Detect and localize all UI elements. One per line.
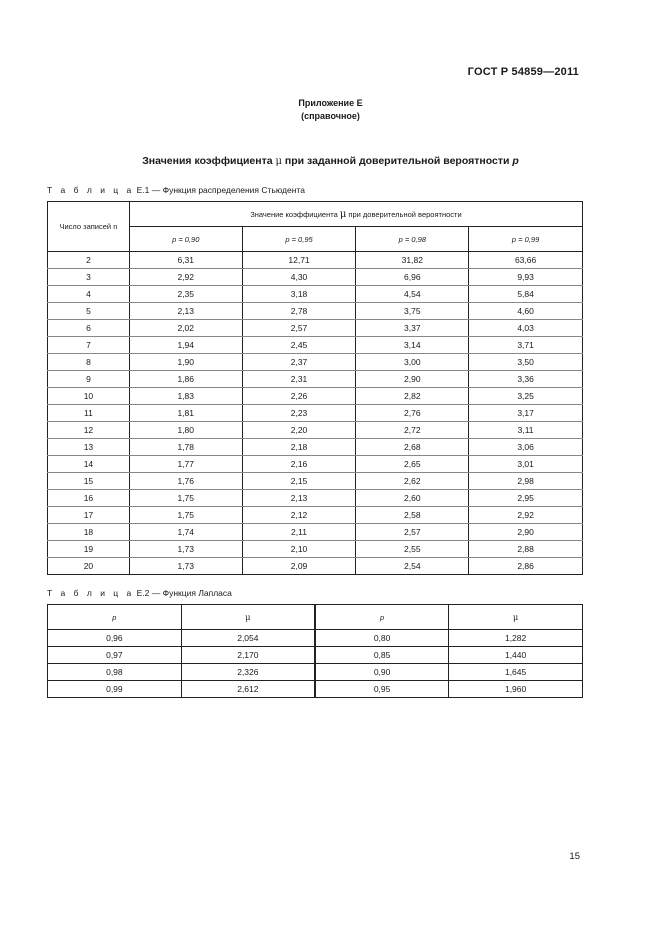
coefficient-cell: 3,50 [469, 354, 583, 371]
probability-cell: 0,85 [315, 647, 449, 664]
coefficient-cell: 1,80 [129, 422, 242, 439]
table-row [48, 490, 583, 507]
table-row [48, 252, 583, 269]
table1-caption-prefix: Т а б л и ц а [47, 185, 135, 195]
coefficient-cell: 3,36 [469, 371, 583, 388]
coefficient-cell: 2,72 [356, 422, 469, 439]
coefficient-cell: 3,75 [356, 303, 469, 320]
table-row [48, 354, 583, 371]
records-count-cell: 12 [48, 422, 130, 439]
coefficient-cell: 2,60 [356, 490, 469, 507]
mu-value-cell: 2,326 [181, 664, 315, 681]
coefficient-cell: 3,25 [469, 388, 583, 405]
coefficient-cell: 2,82 [356, 388, 469, 405]
table-row [48, 388, 583, 405]
probability-cell: 0,97 [48, 647, 182, 664]
records-count-header: Число записей n [48, 202, 130, 252]
records-count-cell: 3 [48, 269, 130, 286]
records-count-cell: 8 [48, 354, 130, 371]
heading-text-before: Значения коэффициента [142, 155, 276, 167]
coefficient-cell: 9,93 [469, 269, 583, 286]
coefficient-cell: 2,15 [242, 473, 356, 490]
records-count-cell: 17 [48, 507, 130, 524]
laplace-mu-header: μ [449, 605, 583, 630]
probability-cell: 0,99 [48, 681, 182, 698]
records-count-cell: 5 [48, 303, 130, 320]
coefficient-cell: 2,57 [356, 524, 469, 541]
coefficient-cell: 2,09 [242, 558, 356, 575]
table-row [48, 558, 583, 575]
mu-value-cell: 2,612 [181, 681, 315, 698]
laplace-mu-header: μ [181, 605, 315, 630]
table-row [48, 439, 583, 456]
probability-cell: 0,98 [48, 664, 182, 681]
records-count-cell: 2 [48, 252, 130, 269]
coefficient-cell: 2,95 [469, 490, 583, 507]
coefficient-cell: 4,60 [469, 303, 583, 320]
table1-caption [47, 185, 305, 195]
table-row [48, 371, 583, 388]
heading-p-symbol: p [512, 155, 519, 167]
coefficient-cell: 2,18 [242, 439, 356, 456]
coefficient-cell: 3,14 [356, 337, 469, 354]
coefficient-cell: 3,18 [242, 286, 356, 303]
coefficient-cell: 2,31 [242, 371, 356, 388]
table-row [48, 507, 583, 524]
records-count-cell: 18 [48, 524, 130, 541]
coefficient-cell: 3,37 [356, 320, 469, 337]
coefficient-cell: 3,00 [356, 354, 469, 371]
coefficient-cell: 31,82 [356, 252, 469, 269]
probability-cell: 0,90 [315, 664, 449, 681]
coefficient-cell: 1,73 [129, 558, 242, 575]
appendix-title: Приложение Е [298, 98, 363, 108]
probability-cell: 0,80 [315, 630, 449, 647]
coefficient-cell: 2,78 [242, 303, 356, 320]
coefficient-cell: 3,71 [469, 337, 583, 354]
coefficient-cell: 1,86 [129, 371, 242, 388]
table2-caption [47, 588, 232, 598]
mu-value-cell: 2,054 [181, 630, 315, 647]
coefficient-cell: 3,17 [469, 405, 583, 422]
appendix-label [0, 97, 661, 123]
table-row [48, 456, 583, 473]
coefficient-cell: 1,76 [129, 473, 242, 490]
coefficient-cell: 2,86 [469, 558, 583, 575]
coefficient-cell: 2,16 [242, 456, 356, 473]
table-row [48, 405, 583, 422]
coefficient-cell: 2,92 [129, 269, 242, 286]
coefficient-cell: 2,92 [469, 507, 583, 524]
coefficient-cell: 2,55 [356, 541, 469, 558]
section-heading [0, 155, 661, 167]
table-row [48, 541, 583, 558]
coefficient-cell: 1,78 [129, 439, 242, 456]
records-count-cell: 19 [48, 541, 130, 558]
coefficient-cell: 2,58 [356, 507, 469, 524]
coefficient-cell: 2,37 [242, 354, 356, 371]
coefficient-cell: 2,68 [356, 439, 469, 456]
coefficient-cell: 2,90 [356, 371, 469, 388]
records-count-cell: 9 [48, 371, 130, 388]
coefficient-cell: 2,10 [242, 541, 356, 558]
coefficient-cell: 2,12 [242, 507, 356, 524]
table-row [48, 647, 583, 664]
mu-value-cell: 1,440 [449, 647, 583, 664]
coefficient-cell: 2,88 [469, 541, 583, 558]
table-row [48, 630, 583, 647]
records-count-cell: 10 [48, 388, 130, 405]
table2-caption-text: Е.2 — Функция Лапласа [134, 588, 232, 598]
records-count-cell: 16 [48, 490, 130, 507]
records-count-cell: 20 [48, 558, 130, 575]
table-row [48, 422, 583, 439]
coefficient-cell: 2,45 [242, 337, 356, 354]
appendix-subtitle: (справочное) [301, 111, 360, 121]
table-row [48, 473, 583, 490]
table-row [48, 303, 583, 320]
document-code: ГОСТ Р 54859—2011 [467, 66, 579, 78]
coefficient-cell: 4,30 [242, 269, 356, 286]
laplace-function-table [47, 604, 583, 698]
coefficient-cell: 63,66 [469, 252, 583, 269]
coefficient-cell: 1,77 [129, 456, 242, 473]
heading-mu-symbol: μ [275, 156, 282, 167]
table-row [48, 337, 583, 354]
coefficient-cell: 1,94 [129, 337, 242, 354]
coefficient-cell: 2,35 [129, 286, 242, 303]
table-row [48, 664, 583, 681]
coefficient-cell: 6,96 [356, 269, 469, 286]
coefficient-cell: 2,26 [242, 388, 356, 405]
table-row [48, 524, 583, 541]
coefficient-cell: 2,54 [356, 558, 469, 575]
laplace-p-header: p [48, 605, 182, 630]
records-count-cell: 15 [48, 473, 130, 490]
records-count-cell: 14 [48, 456, 130, 473]
table-row [48, 681, 583, 698]
mu-value-cell: 1,645 [449, 664, 583, 681]
coefficient-cell: 12,71 [242, 252, 356, 269]
probability-cell: 0,95 [315, 681, 449, 698]
table-row [48, 286, 583, 303]
coefficient-cell: 6,31 [129, 252, 242, 269]
group-header-mu-symbol: μ [339, 208, 347, 220]
heading-text-middle: при заданной доверительной вероятности [282, 155, 513, 167]
coefficient-cell: 2,20 [242, 422, 356, 439]
coefficient-cell: 2,98 [469, 473, 583, 490]
group-header-text-after: при доверительной вероятности [346, 209, 462, 219]
table2-caption-prefix: Т а б л и ц а [47, 588, 135, 598]
coefficient-cell: 2,23 [242, 405, 356, 422]
laplace-table-body [48, 630, 583, 698]
coefficient-cell: 3,01 [469, 456, 583, 473]
coefficient-cell: 3,06 [469, 439, 583, 456]
probability-header: p = 0,98 [356, 227, 469, 252]
coefficient-cell: 1,75 [129, 507, 242, 524]
coefficient-cell: 1,75 [129, 490, 242, 507]
records-count-cell: 4 [48, 286, 130, 303]
laplace-p-header: p [315, 605, 449, 630]
coefficient-cell: 2,90 [469, 524, 583, 541]
coefficient-cell: 1,90 [129, 354, 242, 371]
records-count-cell: 11 [48, 405, 130, 422]
table-row [48, 269, 583, 286]
mu-value-cell: 2,170 [181, 647, 315, 664]
coefficient-cell: 2,62 [356, 473, 469, 490]
coefficient-cell: 1,83 [129, 388, 242, 405]
coefficient-cell: 2,76 [356, 405, 469, 422]
coefficient-cell: 2,13 [129, 303, 242, 320]
coefficient-cell: 1,74 [129, 524, 242, 541]
page-number: 15 [569, 851, 580, 862]
coefficient-cell: 2,65 [356, 456, 469, 473]
table-row [48, 320, 583, 337]
coefficient-cell: 2,57 [242, 320, 356, 337]
probability-cell: 0,96 [48, 630, 182, 647]
coefficient-cell: 2,02 [129, 320, 242, 337]
records-count-cell: 7 [48, 337, 130, 354]
probability-header: p = 0,90 [129, 227, 242, 252]
coefficient-cell: 2,11 [242, 524, 356, 541]
student-table-body [48, 252, 583, 575]
records-count-cell: 13 [48, 439, 130, 456]
probability-header: p = 0,99 [469, 227, 583, 252]
probability-header: p = 0,95 [242, 227, 356, 252]
coefficient-cell: 4,03 [469, 320, 583, 337]
coefficient-cell: 5,84 [469, 286, 583, 303]
records-count-cell: 6 [48, 320, 130, 337]
coefficient-group-header [129, 202, 582, 227]
coefficient-cell: 1,73 [129, 541, 242, 558]
coefficient-cell: 1,81 [129, 405, 242, 422]
coefficient-cell: 3,11 [469, 422, 583, 439]
mu-value-cell: 1,960 [449, 681, 583, 698]
group-header-text-before: Значение коэффициента [250, 209, 340, 219]
student-distribution-table [47, 201, 583, 575]
coefficient-cell: 2,13 [242, 490, 356, 507]
coefficient-cell: 4,54 [356, 286, 469, 303]
mu-value-cell: 1,282 [449, 630, 583, 647]
table1-caption-text: Е.1 — Функция распределения Стьюдента [134, 185, 305, 195]
